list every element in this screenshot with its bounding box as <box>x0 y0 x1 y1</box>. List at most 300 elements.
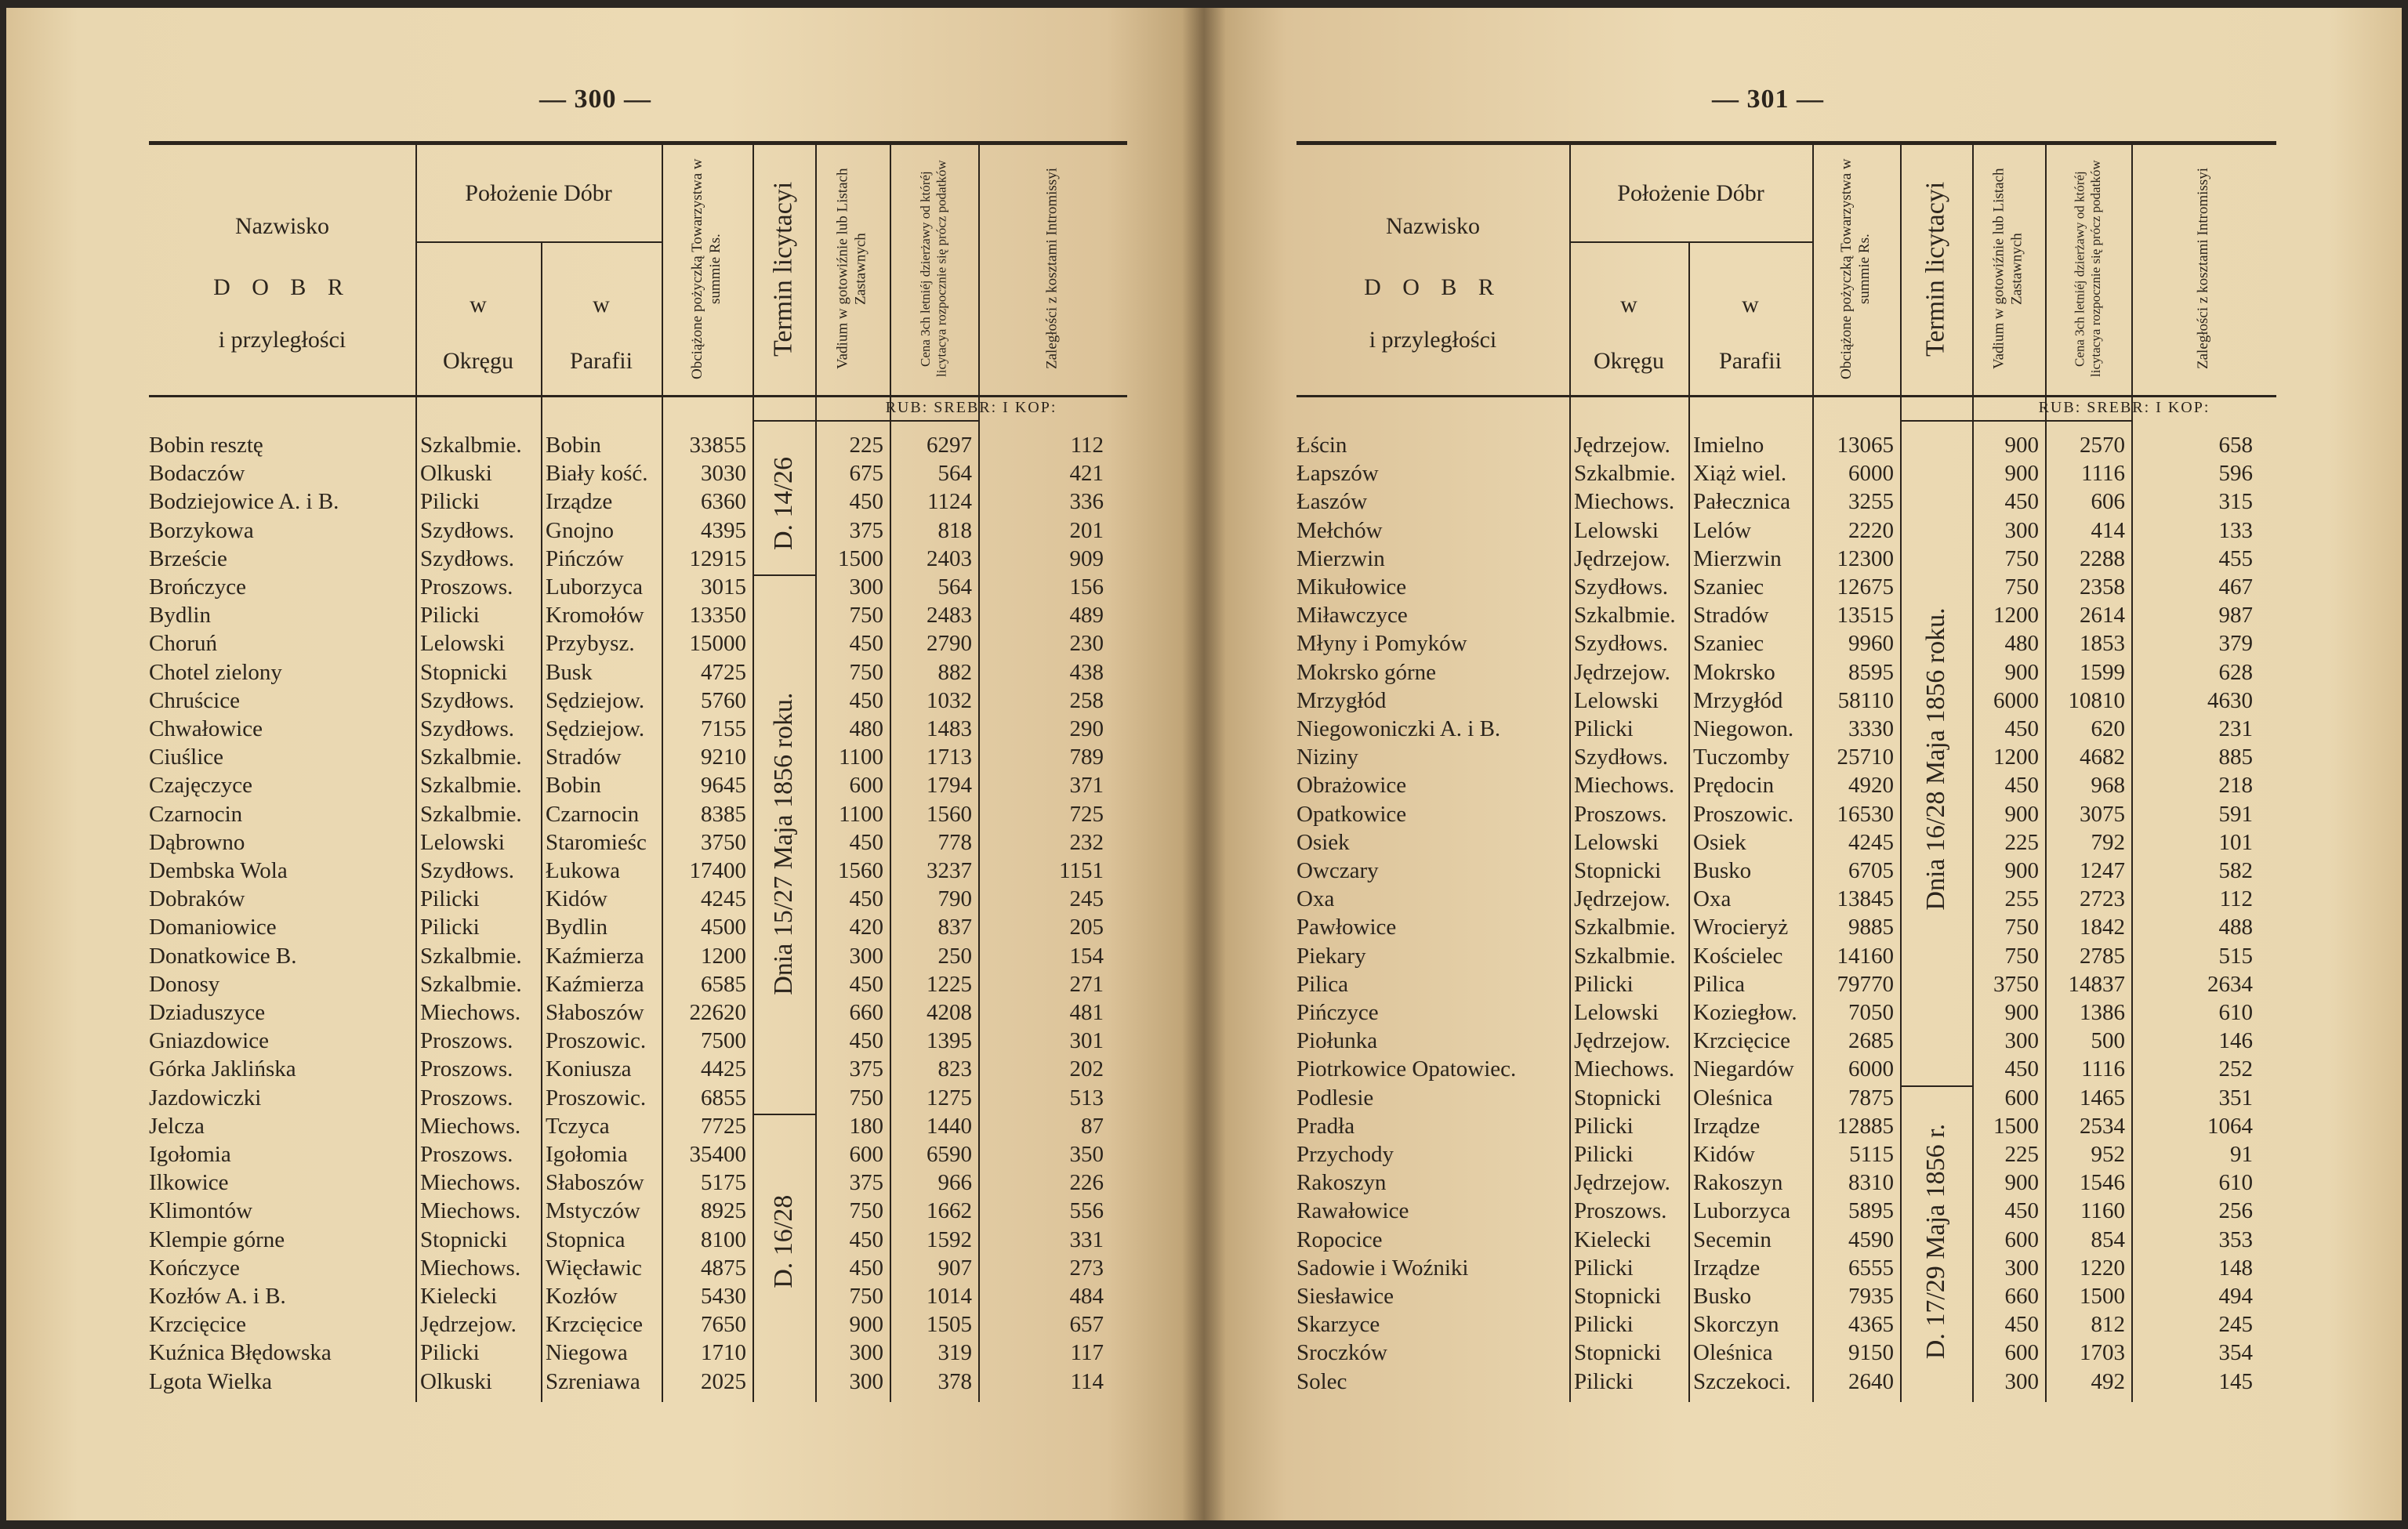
parish-cell: Sędziejow. <box>546 687 645 713</box>
district-cell: Proszows. <box>1574 1198 1667 1224</box>
price-cell: 2614 <box>2080 603 2125 629</box>
table-row <box>1296 1170 2276 1198</box>
arrears-cell: 421 <box>1069 461 1104 487</box>
vadium-cell: 300 <box>849 574 883 600</box>
vadium-cell: 6000 <box>1993 687 2039 713</box>
estate-name: Młyny i Pomyków <box>1296 631 1467 657</box>
table-row <box>1296 1369 2276 1397</box>
currency-rule <box>1900 420 2131 422</box>
district-cell: Proszows. <box>420 1142 513 1167</box>
loan-cell: 4920 <box>1848 773 1894 799</box>
loan-cell: 7725 <box>701 1113 746 1139</box>
vadium-cell: 180 <box>849 1113 883 1139</box>
price-cell: 2483 <box>927 603 972 629</box>
parish-cell: Mokrsko <box>1693 659 1775 685</box>
loan-cell: 13515 <box>1837 603 1894 629</box>
parish-cell: Łukowa <box>546 858 621 883</box>
district-cell: Proszows. <box>420 1085 513 1111</box>
parish-cell: Bobin <box>546 773 601 799</box>
table-row <box>149 1312 1127 1340</box>
table-row <box>1296 1312 2276 1340</box>
district-cell: Proszows. <box>420 1028 513 1054</box>
vadium-cell: 750 <box>849 1198 883 1224</box>
location-header: Położenie Dóbr <box>465 180 612 206</box>
vadium-cell: 750 <box>2004 574 2039 600</box>
arrears-cell: 556 <box>1069 1198 1104 1224</box>
estate-name: Chotel zielony <box>149 659 282 685</box>
loan-cell: 1710 <box>701 1340 746 1366</box>
vadium-cell: 450 <box>2004 773 2039 799</box>
parish-cell: Szreniawa <box>546 1368 640 1394</box>
table-row <box>149 972 1127 1000</box>
district-cell: Proszows. <box>420 574 513 600</box>
arrears-cell: 256 <box>2218 1198 2253 1224</box>
table-row <box>149 574 1127 603</box>
estate-name: Miławczyce <box>1296 603 1408 629</box>
price-cell: 1395 <box>927 1028 972 1054</box>
price-cell: 2288 <box>2080 545 2125 571</box>
parish-cell: Luborzyca <box>546 574 643 600</box>
table-row <box>1296 1227 2276 1255</box>
district-cell: Lelowski <box>1574 687 1659 713</box>
name-header-line: D O B R <box>213 274 351 300</box>
price-cell: 564 <box>937 461 972 487</box>
price-cell: 1560 <box>927 801 972 827</box>
table-row <box>149 489 1127 517</box>
price-cell: 2358 <box>2080 574 2125 600</box>
vadium-cell: 750 <box>849 1284 883 1309</box>
arrears-cell: 582 <box>2218 858 2253 883</box>
table-row <box>149 802 1127 830</box>
price-cell: 414 <box>2091 517 2125 543</box>
arrears-cell: 146 <box>2218 1028 2253 1054</box>
table-row <box>149 1114 1127 1142</box>
parish-cell: Tczyca <box>546 1113 610 1139</box>
arrears-cell: 290 <box>1069 716 1104 741</box>
vadium-cell: 900 <box>2004 461 2039 487</box>
district-cell: Szydłows. <box>1574 574 1669 600</box>
price-cell: 1160 <box>2080 1198 2125 1224</box>
estate-name: Rakoszyn <box>1296 1170 1387 1196</box>
loan-cell: 9885 <box>1848 915 1894 940</box>
table-row <box>1296 745 2276 773</box>
loan-cell: 33855 <box>689 433 746 458</box>
estate-name: Dziaduszyce <box>149 1000 266 1025</box>
estate-name: Dąbrowno <box>149 829 245 855</box>
vadium-cell: 300 <box>2004 1255 2039 1281</box>
parish-cell: Czarnocin <box>546 801 640 827</box>
district-cell: Pilicki <box>1574 1255 1634 1281</box>
auction-term: D. 16/28 <box>769 1194 798 1288</box>
table-row <box>1296 489 2276 517</box>
estate-name: Klimontów <box>149 1198 253 1224</box>
table-row <box>149 886 1127 915</box>
district-cell: Olkuski <box>420 1368 492 1394</box>
district-cell: Pilicki <box>420 489 480 515</box>
loan-cell: 25710 <box>1837 745 1894 770</box>
loan-cell: 9645 <box>701 773 746 799</box>
loan-cell: 5430 <box>701 1284 746 1309</box>
vadium-cell: 1560 <box>838 858 883 883</box>
price-cell: 1225 <box>927 971 972 997</box>
term-header: Termin licytacyi <box>768 181 798 357</box>
parish-cell: Sędziejow. <box>546 716 645 741</box>
table-row <box>1296 1340 2276 1368</box>
loan-cell: 12915 <box>689 545 746 571</box>
estate-name: Górka Jaklińska <box>149 1056 296 1082</box>
district-cell: Szkalbmie. <box>420 745 522 770</box>
district-cell: Szkalbmie. <box>1574 603 1676 629</box>
parish-cell: Irządze <box>1693 1255 1761 1281</box>
table-row <box>1296 1255 2276 1284</box>
vadium-cell: 450 <box>849 829 883 855</box>
parish-cell: Gnojno <box>546 517 614 543</box>
parish-cell: Mrzygłód <box>1693 687 1783 713</box>
top-rule <box>1296 141 2276 145</box>
district-cell: Szkalbmie. <box>1574 461 1676 487</box>
left-page <box>6 8 1202 1520</box>
estate-name: Chruścice <box>149 687 240 713</box>
parish-cell: Kidów <box>546 886 607 912</box>
estate-name: Piekary <box>1296 943 1366 969</box>
district-cell: Lelowski <box>420 829 505 855</box>
arrears-cell: 489 <box>1069 603 1104 629</box>
loan-cell: 12675 <box>1837 574 1894 600</box>
estate-name: Mikułowice <box>1296 574 1407 600</box>
table-row <box>1296 1142 2276 1170</box>
district-cell: Jędrzejow. <box>1574 886 1670 912</box>
district-cell: Stopnicki <box>1574 1284 1662 1309</box>
vadium-cell: 450 <box>849 631 883 657</box>
price-cell: 6590 <box>927 1142 972 1167</box>
page-number: — 301 — <box>1712 85 1824 114</box>
district-cell: Jędrzejow. <box>1574 433 1670 458</box>
arrears-cell: 315 <box>2218 489 2253 515</box>
price-cell: 10810 <box>2068 687 2125 713</box>
district-cell: Szydłows. <box>1574 745 1669 770</box>
loan-cell: 5175 <box>701 1170 746 1196</box>
loan-cell: 79770 <box>1837 971 1894 997</box>
table-row <box>1296 1000 2276 1028</box>
parish-cell: Busko <box>1693 1284 1752 1309</box>
price-cell: 1500 <box>2080 1284 2125 1309</box>
table-row <box>149 944 1127 972</box>
estate-name: Jelcza <box>149 1113 205 1139</box>
loan-cell: 9150 <box>1848 1340 1894 1366</box>
arrears-cell: 226 <box>1069 1170 1104 1196</box>
district-cell: Lelowski <box>420 631 505 657</box>
price-cell: 1220 <box>2080 1255 2125 1281</box>
arrears-cell: 353 <box>2218 1226 2253 1252</box>
loan-cell: 9210 <box>701 745 746 770</box>
table-row <box>1296 518 2276 546</box>
arrears-cell: 371 <box>1069 773 1104 799</box>
parish-cell: Pilica <box>1693 971 1746 997</box>
loan-cell: 15000 <box>689 631 746 657</box>
estate-name: Igołomia <box>149 1142 231 1167</box>
vadium-header: Vadium w gotowiźnie lub Listach Zastawnych <box>1990 168 2025 370</box>
vadium-cell: 1100 <box>839 745 883 770</box>
parish-cell: Kaźmierza <box>546 971 644 997</box>
loan-cell: 8925 <box>701 1198 746 1224</box>
estate-name: Niegowoniczki A. i B. <box>1296 716 1501 741</box>
vadium-cell: 750 <box>849 659 883 685</box>
arrears-cell: 438 <box>1069 659 1104 685</box>
vadium-cell: 480 <box>2004 631 2039 657</box>
estate-name: Kozłów A. i B. <box>149 1284 286 1309</box>
arrears-cell: 331 <box>1069 1226 1104 1252</box>
table-row <box>149 1369 1127 1397</box>
parish-cell: Kozłów <box>546 1284 618 1309</box>
parish-cell: Szaniec <box>1693 574 1764 600</box>
estate-name: Brończyce <box>149 574 246 600</box>
loan-cell: 8385 <box>701 801 746 827</box>
estate-name: Mrzygłód <box>1296 687 1387 713</box>
arrears-cell: 513 <box>1069 1085 1104 1111</box>
parish-cell: Pińczów <box>546 545 624 571</box>
price-cell: 606 <box>2091 489 2125 515</box>
vadium-cell: 375 <box>849 1170 883 1196</box>
vadium-cell: 450 <box>2004 716 2039 741</box>
parish-cell: Kaźmierza <box>546 943 644 969</box>
district-cell: Miechows. <box>420 1000 521 1025</box>
loan-cell: 5895 <box>1848 1198 1894 1224</box>
table-row <box>1296 716 2276 745</box>
table-row <box>149 1227 1127 1255</box>
arrears-cell: 218 <box>2218 773 2253 799</box>
arrears-header: Zaległości z kosztami Intromissyi <box>1043 168 1061 370</box>
table-row <box>149 1056 1127 1085</box>
estate-name: Bobin resztę <box>149 433 263 458</box>
loan-cell: 6360 <box>701 489 746 515</box>
district-cell: Szkalbmie. <box>420 433 522 458</box>
district-cell: Stopnicki <box>1574 1085 1662 1111</box>
arrears-cell: 596 <box>2218 461 2253 487</box>
arrears-cell: 87 <box>1081 1113 1104 1139</box>
parish-cell: Szaniec <box>1693 631 1764 657</box>
arrears-cell: 156 <box>1069 574 1104 600</box>
parish-cell: Igołomia <box>546 1142 628 1167</box>
vadium-cell: 1200 <box>1993 745 2039 770</box>
price-cell: 378 <box>937 1368 972 1394</box>
table-row <box>149 631 1127 659</box>
district-cell: Miechows. <box>420 1113 521 1139</box>
estate-name: Solec <box>1296 1368 1347 1394</box>
loan-cell: 13350 <box>689 603 746 629</box>
vadium-cell: 450 <box>849 1226 883 1252</box>
arrears-cell: 610 <box>2218 1000 2253 1025</box>
price-cell: 2403 <box>927 545 972 571</box>
loan-cell: 7875 <box>1848 1085 1894 1111</box>
table-row <box>1296 830 2276 858</box>
vadium-cell: 450 <box>849 1028 883 1054</box>
price-cell: 1116 <box>2081 1056 2125 1082</box>
estate-name: Oxa <box>1296 886 1335 912</box>
estate-name: Owczary <box>1296 858 1379 883</box>
parish-cell: Bobin <box>546 433 601 458</box>
arrears-cell: 271 <box>1069 971 1104 997</box>
vadium-cell: 300 <box>849 943 883 969</box>
price-cell: 823 <box>937 1056 972 1082</box>
loan-cell: 8595 <box>1848 659 1894 685</box>
arrears-cell: 301 <box>1069 1028 1104 1054</box>
table-row <box>1296 546 2276 574</box>
name-header-line: i przyległości <box>218 327 346 353</box>
price-cell: 2790 <box>927 631 972 657</box>
vadium-cell: 900 <box>2004 858 2039 883</box>
price-cell: 966 <box>937 1170 972 1196</box>
arrears-cell: 112 <box>2219 886 2253 912</box>
price-cell: 2785 <box>2080 943 2125 969</box>
arrears-cell: 205 <box>1069 915 1104 940</box>
price-cell: 1794 <box>927 773 972 799</box>
price-cell: 854 <box>2091 1226 2125 1252</box>
name-header <box>149 212 415 379</box>
currency-header: RUB: SREBR: I KOP: <box>885 399 1057 416</box>
price-cell: 968 <box>2091 773 2125 799</box>
parish-cell: Secemin <box>1693 1226 1772 1252</box>
arrears-cell: 455 <box>2218 545 2253 571</box>
table-row <box>1296 688 2276 716</box>
parish-cell: Szczekoci. <box>1693 1368 1791 1394</box>
estate-name: Piołunka <box>1296 1028 1378 1054</box>
price-cell: 319 <box>937 1340 972 1366</box>
estate-name: Pawłowice <box>1296 915 1397 940</box>
arrears-cell: 885 <box>2218 745 2253 770</box>
table-row <box>149 688 1127 716</box>
loan-cell: 4245 <box>1848 829 1894 855</box>
loan-cell: 2025 <box>701 1368 746 1394</box>
parish-cell: Wrocieryż <box>1693 915 1789 940</box>
parish-cell: Irządze <box>1693 1113 1761 1139</box>
district-cell: Jędrzejow. <box>1574 1028 1670 1054</box>
district-cell: Szkalbmie. <box>420 773 522 799</box>
table-row <box>149 773 1127 801</box>
price-cell: 1505 <box>927 1312 972 1338</box>
estate-name: Opatkowice <box>1296 801 1407 827</box>
loan-cell: 7155 <box>701 716 746 741</box>
price-cell: 250 <box>937 943 972 969</box>
price-cell: 1386 <box>2080 1000 2125 1025</box>
arrears-cell: 245 <box>2218 1312 2253 1338</box>
district-cell: Lelowski <box>1574 1000 1659 1025</box>
vadium-cell: 1200 <box>1993 603 2039 629</box>
vadium-cell: 450 <box>849 1255 883 1281</box>
arrears-cell: 488 <box>2218 915 2253 940</box>
arrears-cell: 1064 <box>2207 1113 2253 1139</box>
table-row <box>1296 1284 2276 1312</box>
district-cell: Miechows. <box>420 1198 521 1224</box>
district-cell: Miechows. <box>420 1255 521 1281</box>
parish-cell: Niegardów <box>1693 1056 1794 1082</box>
location-rule <box>415 241 662 243</box>
vadium-cell: 600 <box>2004 1226 2039 1252</box>
auction-term: Dnia 15/27 Maja 1856 roku. <box>769 692 798 996</box>
loan-cell: 58110 <box>1837 687 1894 713</box>
parish-cell: Stradów <box>546 745 622 770</box>
loan-cell: 5760 <box>701 687 746 713</box>
parish-cell: Busk <box>546 659 593 685</box>
arrears-cell: 201 <box>1069 517 1104 543</box>
loan-cell: 13065 <box>1837 433 1894 458</box>
district-cell: Stopnicki <box>1574 858 1662 883</box>
loan-cell: 6000 <box>1848 1056 1894 1082</box>
loan-cell: 35400 <box>689 1142 746 1167</box>
estate-name: Mierzwin <box>1296 545 1385 571</box>
arrears-cell: 2634 <box>2207 971 2253 997</box>
vadium-cell: 750 <box>849 1085 883 1111</box>
loan-cell: 4395 <box>701 517 746 543</box>
estate-name: Łapszów <box>1296 461 1379 487</box>
vadium-cell: 225 <box>2004 1142 2039 1167</box>
table-row <box>1296 1114 2276 1142</box>
parish-cell: Oleśnica <box>1693 1085 1773 1111</box>
top-rule <box>149 141 1127 145</box>
loan-cell: 4500 <box>701 915 746 940</box>
estate-name: Pińczyce <box>1296 1000 1379 1025</box>
district-cell: Szkalbmie. <box>420 801 522 827</box>
district-cell: Kielecki <box>420 1284 498 1309</box>
table-row <box>149 1198 1127 1226</box>
district-cell: Pilicki <box>1574 716 1634 741</box>
table-row <box>149 1340 1127 1368</box>
vadium-cell: 225 <box>2004 829 2039 855</box>
parish-cell: Irządze <box>546 489 613 515</box>
price-cell: 818 <box>937 517 972 543</box>
loan-cell: 3030 <box>701 461 746 487</box>
price-cell: 564 <box>937 574 972 600</box>
district-cell: Stopnicki <box>1574 1340 1662 1366</box>
loan-cell: 6585 <box>701 971 746 997</box>
estate-name: Czarnocin <box>149 801 243 827</box>
vadium-cell: 900 <box>2004 1000 2039 1025</box>
estate-name: Bodziejowice A. i B. <box>149 489 339 515</box>
arrears-cell: 354 <box>2218 1340 2253 1366</box>
loan-cell: 6555 <box>1848 1255 1894 1281</box>
arrears-cell: 114 <box>1070 1368 1104 1394</box>
loan-cell: 22620 <box>689 1000 746 1025</box>
loan-header: Obciążone pożyczką Towarzystwa w summie Rs. <box>1838 158 1873 379</box>
price-cell: 492 <box>2091 1368 2125 1394</box>
price-cell: 812 <box>2091 1312 2125 1338</box>
price-cell: 2723 <box>2080 886 2125 912</box>
name-header-line: i przyległości <box>1369 327 1497 353</box>
table-row <box>149 915 1127 943</box>
arrears-cell: 101 <box>2218 829 2253 855</box>
price-cell: 952 <box>2091 1142 2125 1167</box>
estate-name: Piotrkowice Opatowiec. <box>1296 1056 1517 1082</box>
vadium-cell: 300 <box>2004 1028 2039 1054</box>
table-row <box>149 546 1127 574</box>
loan-cell: 4365 <box>1848 1312 1894 1338</box>
loan-cell: 3255 <box>1848 489 1894 515</box>
arrears-cell: 231 <box>2218 716 2253 741</box>
arrears-cell: 273 <box>1069 1255 1104 1281</box>
arrears-cell: 232 <box>1069 829 1104 855</box>
arrears-cell: 467 <box>2218 574 2253 600</box>
district-cell: Stopnicki <box>420 659 508 685</box>
parish-cell: Oleśnica <box>1693 1340 1773 1366</box>
district-cell: Jędrzejow. <box>1574 659 1670 685</box>
loan-cell: 2685 <box>1848 1028 1894 1054</box>
estate-name: Sadowie i Woźniki <box>1296 1255 1469 1281</box>
district-cell: Pilicki <box>420 915 480 940</box>
parish-cell: Niegowa <box>546 1340 628 1366</box>
vadium-cell: 1100 <box>839 801 883 827</box>
price-cell: 792 <box>2091 829 2125 855</box>
loan-cell: 4725 <box>701 659 746 685</box>
estate-name: Domaniowice <box>149 915 277 940</box>
